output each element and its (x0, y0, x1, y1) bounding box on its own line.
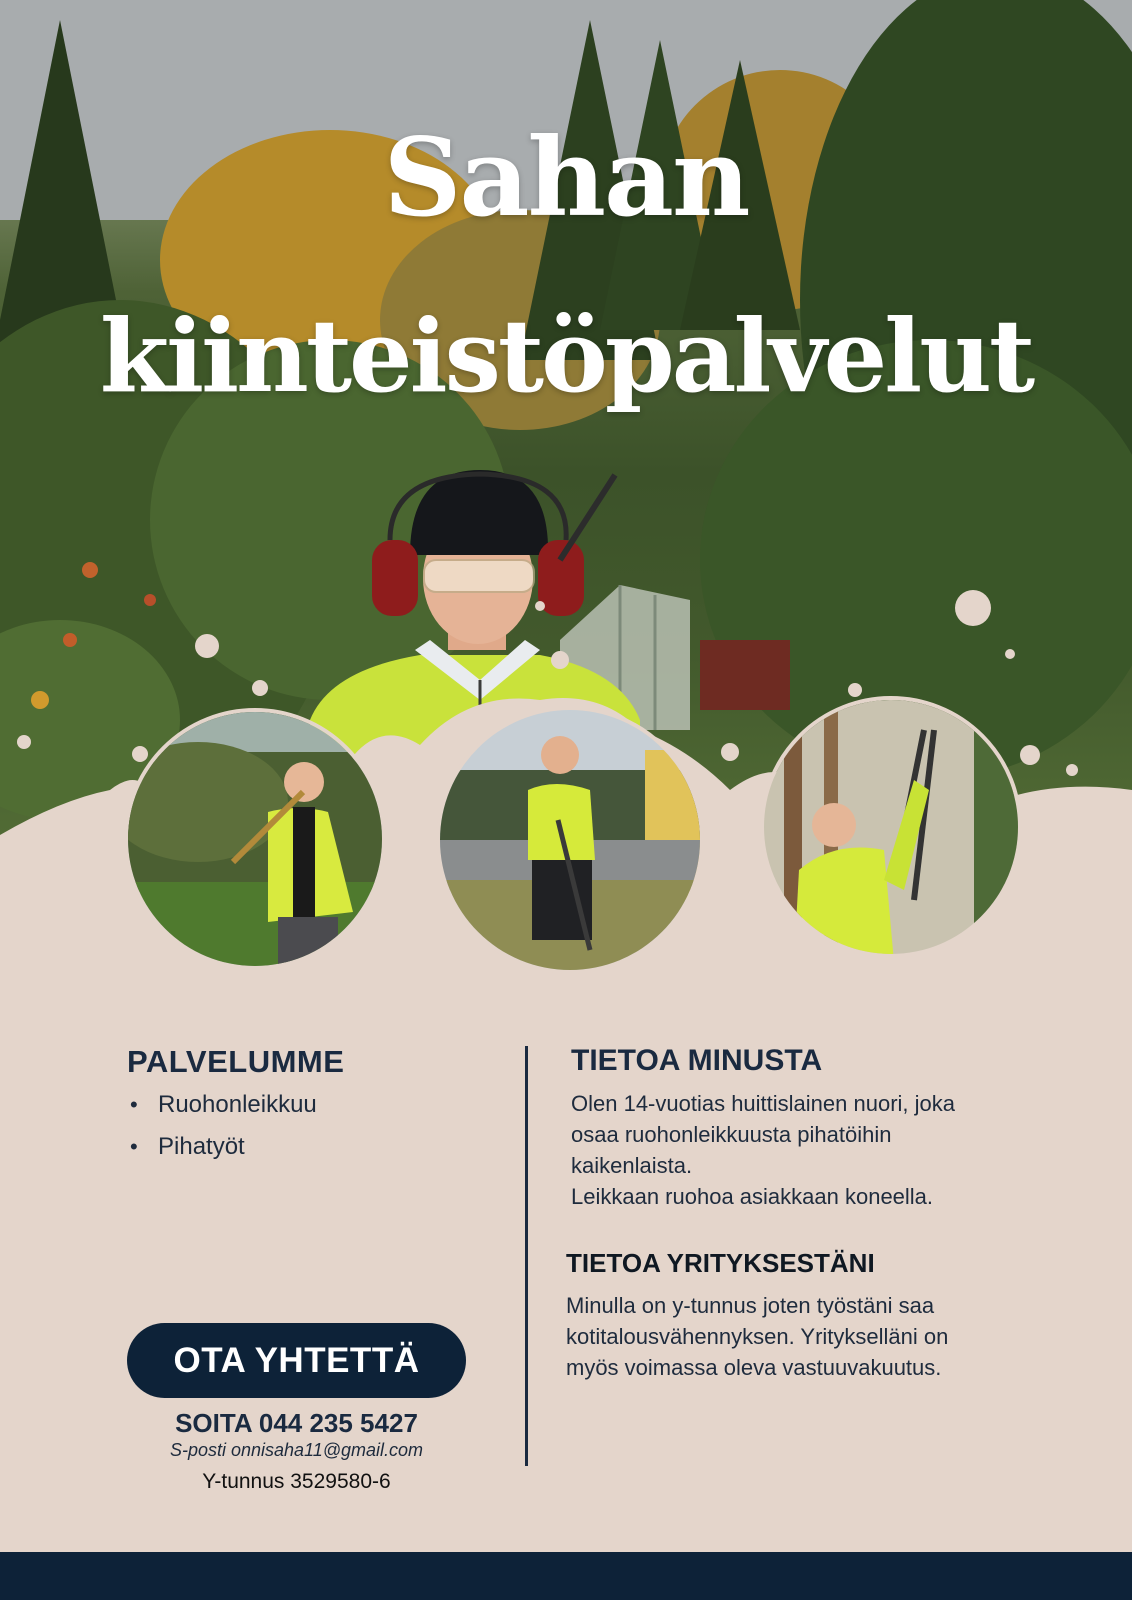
title-line-2: kiinteistöpalvelut (99, 297, 1033, 415)
contact-button[interactable]: OTA YHTETTÄ (127, 1323, 466, 1398)
about-line: kaikenlaista. (571, 1153, 693, 1178)
title-line-1: Sahan (383, 115, 749, 241)
bullet-icon: • (130, 1092, 138, 1117)
bullet-icon: • (130, 1134, 138, 1159)
footer-bar (0, 1552, 1132, 1600)
about-line: Olen 14-vuotias huittislainen nuori, joka (571, 1091, 956, 1116)
list-item (130, 1090, 317, 1120)
photo-worker-with-pruner (760, 696, 1022, 958)
services-heading: PALVELUMME (127, 1044, 345, 1079)
service-label: Ruohonleikkuu (158, 1091, 317, 1118)
photo-worker-with-rake (124, 708, 386, 970)
about-heading: TIETOA MINUSTA (571, 1044, 823, 1077)
company-text (566, 1290, 1026, 1383)
about-text (571, 1088, 1031, 1212)
service-label: Pihatyöt (158, 1133, 245, 1160)
email-address[interactable]: S-posti onnisaha11@gmail.com (169, 1440, 424, 1460)
company-line: myös voimassa oleva vastuuvakuutus. (566, 1355, 942, 1380)
about-line: Leikkaan ruohoa asiakkaan koneella. (571, 1184, 934, 1209)
column-divider (525, 1046, 528, 1466)
company-heading: TIETOA YRITYKSESTÄNI (566, 1248, 875, 1278)
phone-number[interactable]: SOITA 044 235 5427 (175, 1408, 418, 1438)
photo-worker-with-spade (436, 706, 704, 974)
list-item (130, 1132, 317, 1162)
company-line: Minulla on y-tunnus joten työstäni saa (566, 1293, 935, 1318)
services-list (130, 1090, 317, 1174)
business-id: Y-tunnus 3529580-6 (202, 1470, 391, 1493)
about-line: osaa ruohonleikkuusta pihatöihin (571, 1122, 892, 1147)
company-line: kotitalousvähennyksen. Yritykselläni on (566, 1324, 949, 1349)
